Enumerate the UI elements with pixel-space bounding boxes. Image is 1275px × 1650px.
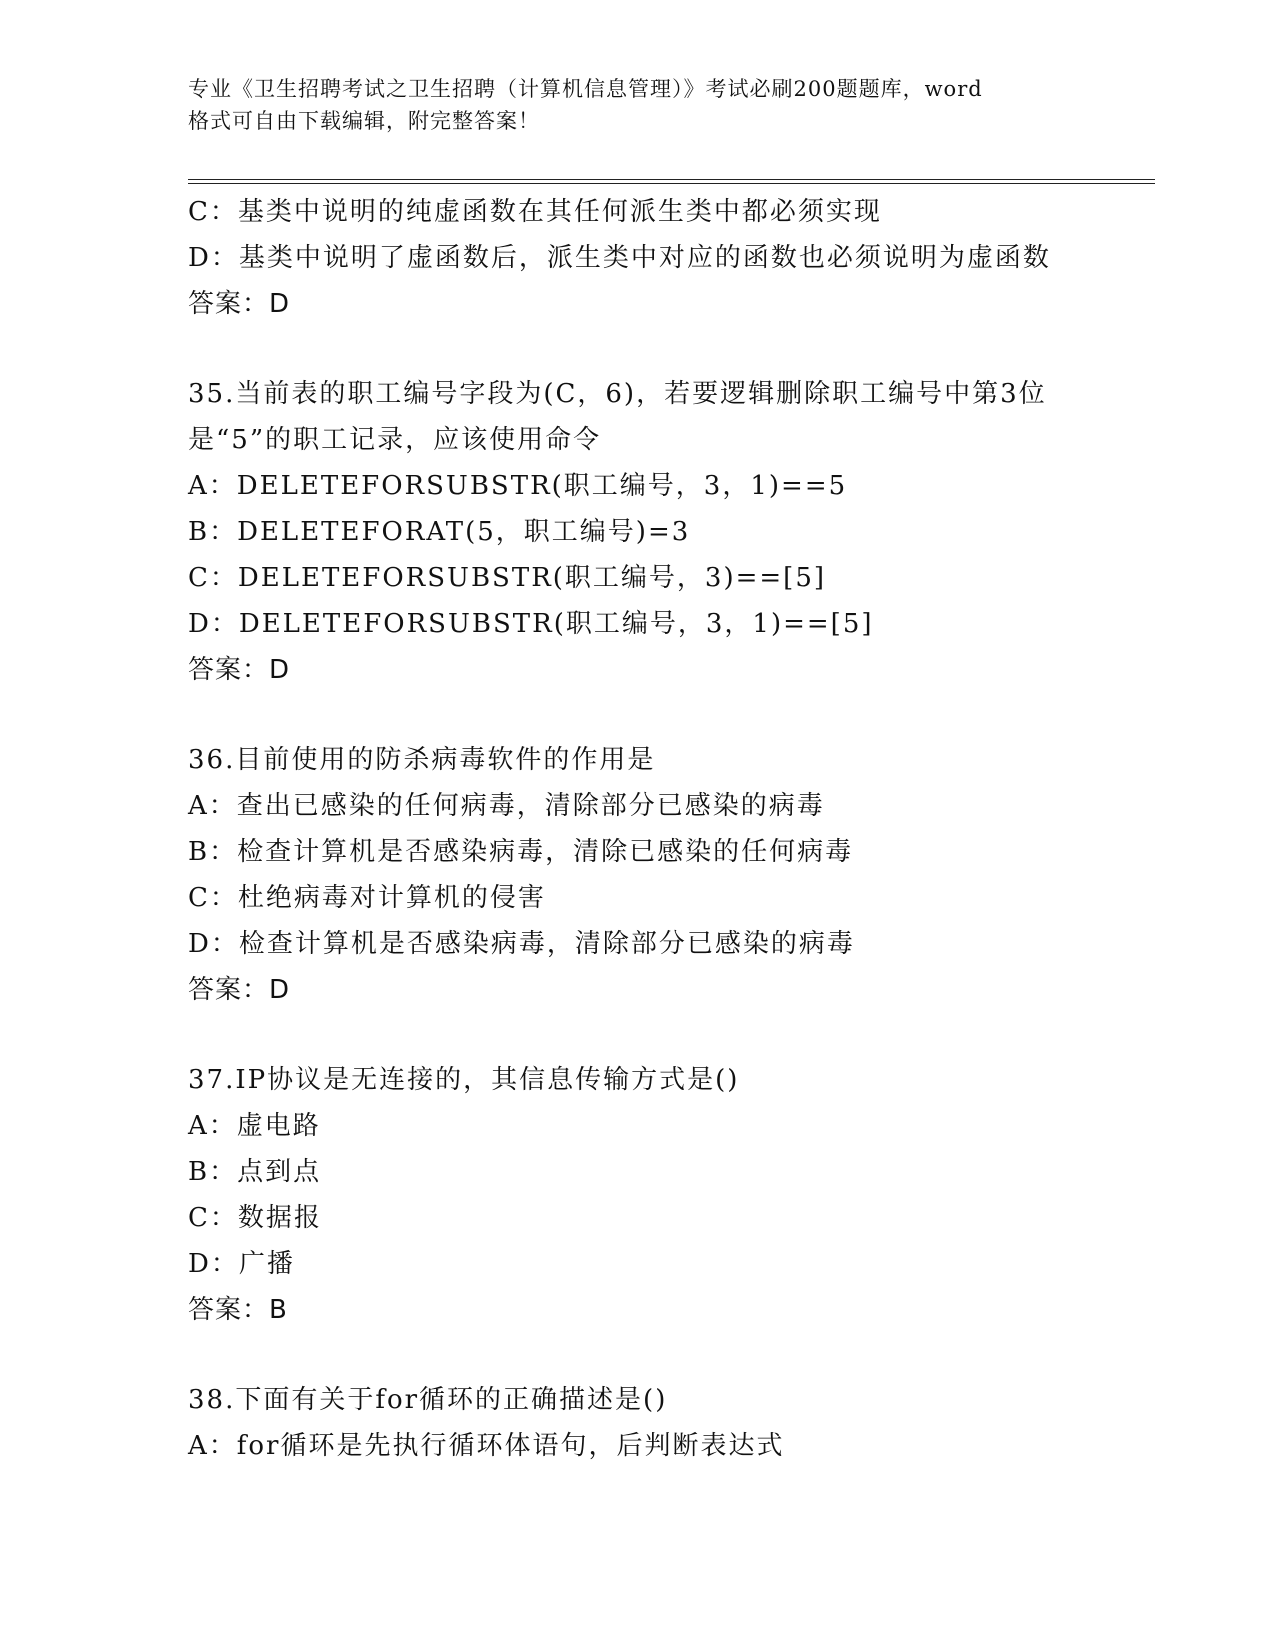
option-a: A：虚电路 [188, 1111, 321, 1141]
option-c: C：数据报 [188, 1203, 322, 1233]
question-37 [188, 1057, 1148, 1333]
option-d: D：检查计算机是否感染病毒，清除部分已感染的病毒 [188, 929, 855, 959]
option-a: A：DELETEFORSUBSTR(职工编号，3，1)==5 [188, 471, 848, 501]
option-b: B：点到点 [188, 1157, 322, 1187]
question-stem-line: 36.目前使用的防杀病毒软件的作用是 [188, 745, 656, 775]
option-d: D：基类中说明了虚函数后，派生类中对应的函数也必须说明为虚函数 [188, 243, 1051, 273]
header-divider-top [188, 179, 1155, 180]
answer-line: 答案：D [188, 655, 291, 685]
question-stem-line: 35.当前表的职工编号字段为(C，6)，若要逻辑删除职工编号中第3位 [188, 379, 1047, 409]
option-c: C：杜绝病毒对计算机的侵害 [188, 883, 546, 913]
question-stem-line: 是“5”的职工记录，应该使用命令 [188, 425, 602, 455]
header-line-1: 专业《卫生招聘考试之卫生招聘（计算机信息管理）》考试必刷200题题库，word [188, 77, 983, 101]
answer-line: 答案：D [188, 975, 291, 1005]
question-38 [188, 1377, 1148, 1469]
option-d: D：DELETEFORSUBSTR(职工编号，3，1)==[5] [188, 609, 874, 639]
option-a: A：查出已感染的任何病毒，清除部分已感染的病毒 [188, 791, 825, 821]
option-b: B：DELETEFORAT(5，职工编号)=3 [188, 517, 691, 547]
option-d: D：广播 [188, 1249, 295, 1279]
question-stem-line: 37.IP协议是无连接的，其信息传输方式是() [188, 1065, 740, 1095]
document-header [188, 73, 1088, 137]
option-b: B：检查计算机是否感染病毒，清除已感染的任何病毒 [188, 837, 854, 867]
answer-line: 答案：B [188, 1295, 288, 1325]
question-36 [188, 737, 1148, 1013]
header-divider-bottom [188, 183, 1155, 184]
header-line-2: 格式可自由下载编辑，附完整答案！ [188, 109, 540, 133]
option-a: A：for循环是先执行循环体语句，后判断表达式 [188, 1431, 785, 1461]
option-c: C：DELETEFORSUBSTR(职工编号，3)==[5] [188, 563, 827, 593]
question-35 [188, 371, 1148, 693]
question-list [188, 189, 1148, 1469]
option-c: C：基类中说明的纯虚函数在其任何派生类中都必须实现 [188, 197, 882, 227]
answer-line: 答案：D [188, 289, 291, 319]
question-34-partial [188, 189, 1148, 327]
question-stem-line: 38.下面有关于for循环的正确描述是() [188, 1385, 668, 1415]
